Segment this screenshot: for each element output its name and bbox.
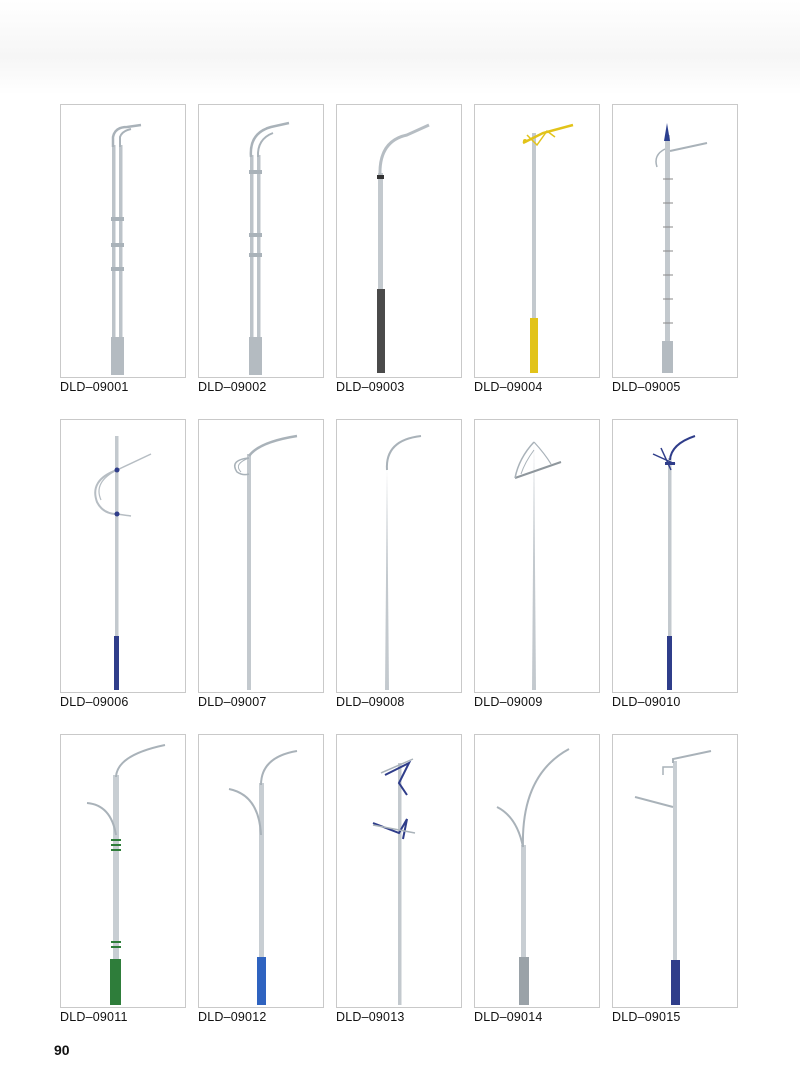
- product-image-frame: [474, 734, 600, 1008]
- product-code: DLD–09004: [474, 380, 543, 394]
- product-card-09004: [474, 104, 600, 394]
- product-image-frame: [336, 419, 462, 693]
- product-card-09014: [474, 734, 600, 1024]
- product-code: DLD–09015: [612, 1010, 681, 1024]
- product-image-frame: [612, 734, 738, 1008]
- product-card-09013: [336, 734, 462, 1024]
- product-code: DLD–09011: [60, 1010, 128, 1024]
- sail-arm-lamp-pole-icon: [475, 420, 599, 692]
- product-card-09003: [336, 104, 462, 394]
- product-image-frame: [60, 104, 186, 378]
- offset-crossarm-lamp-pole-icon: [613, 735, 737, 1007]
- product-image-frame: [612, 419, 738, 693]
- product-card-09002: [198, 104, 324, 394]
- product-card-09006: [60, 419, 186, 709]
- product-image-frame: [612, 104, 738, 378]
- product-code: DLD–09005: [612, 380, 681, 394]
- product-image-frame: [474, 419, 600, 693]
- slim-single-arm-lamp-pole-icon: [337, 420, 461, 692]
- product-code: DLD–09002: [198, 380, 267, 394]
- product-code: DLD–09009: [474, 695, 543, 709]
- curved-double-bracket-lamp-pole-icon: [199, 105, 323, 377]
- product-code: DLD–09006: [60, 695, 129, 709]
- product-image-frame: [198, 734, 324, 1008]
- product-code: DLD–09007: [198, 695, 267, 709]
- product-card-09001: [60, 104, 186, 394]
- product-code: DLD–09012: [198, 1010, 267, 1024]
- product-code: DLD–09013: [336, 1010, 405, 1024]
- product-card-09007: [198, 419, 324, 709]
- product-image-frame: [474, 104, 600, 378]
- product-image-frame: [60, 734, 186, 1008]
- blue-finial-lamp-pole-icon: [613, 105, 737, 377]
- double-bracket-lamp-pole-icon: [61, 105, 185, 377]
- single-arm-lamp-pole-dark-base-icon: [337, 105, 461, 377]
- green-base-double-arm-lamp-pole-icon: [61, 735, 185, 1007]
- tall-curved-arm-lamp-pole-icon: [475, 735, 599, 1007]
- product-code: DLD–09008: [336, 695, 405, 709]
- product-card-09011: [60, 734, 186, 1024]
- blue-base-double-arm-lamp-pole-icon: [199, 735, 323, 1007]
- product-image-frame: [198, 104, 324, 378]
- product-image-frame: [198, 419, 324, 693]
- product-card-09010: [612, 419, 738, 709]
- product-image-frame: [336, 104, 462, 378]
- yellow-base-lamp-pole-icon: [475, 105, 599, 377]
- product-code: DLD–09014: [474, 1010, 543, 1024]
- page-number: 90: [54, 1042, 70, 1058]
- product-card-09008: [336, 419, 462, 709]
- product-code: DLD–09001: [60, 380, 129, 394]
- product-code: DLD–09010: [612, 695, 681, 709]
- product-image-frame: [60, 419, 186, 693]
- zigzag-arm-lamp-pole-icon: [337, 735, 461, 1007]
- product-card-09009: [474, 419, 600, 709]
- product-code: DLD–09003: [336, 380, 405, 394]
- product-image-frame: [336, 734, 462, 1008]
- product-card-09005: [612, 104, 738, 394]
- product-card-09015: [612, 734, 738, 1024]
- blue-crossbar-lamp-pole-icon: [613, 420, 737, 692]
- swept-arm-lamp-pole-icon: [199, 420, 323, 692]
- crescent-arm-lamp-pole-icon: [61, 420, 185, 692]
- product-card-09012: [198, 734, 324, 1024]
